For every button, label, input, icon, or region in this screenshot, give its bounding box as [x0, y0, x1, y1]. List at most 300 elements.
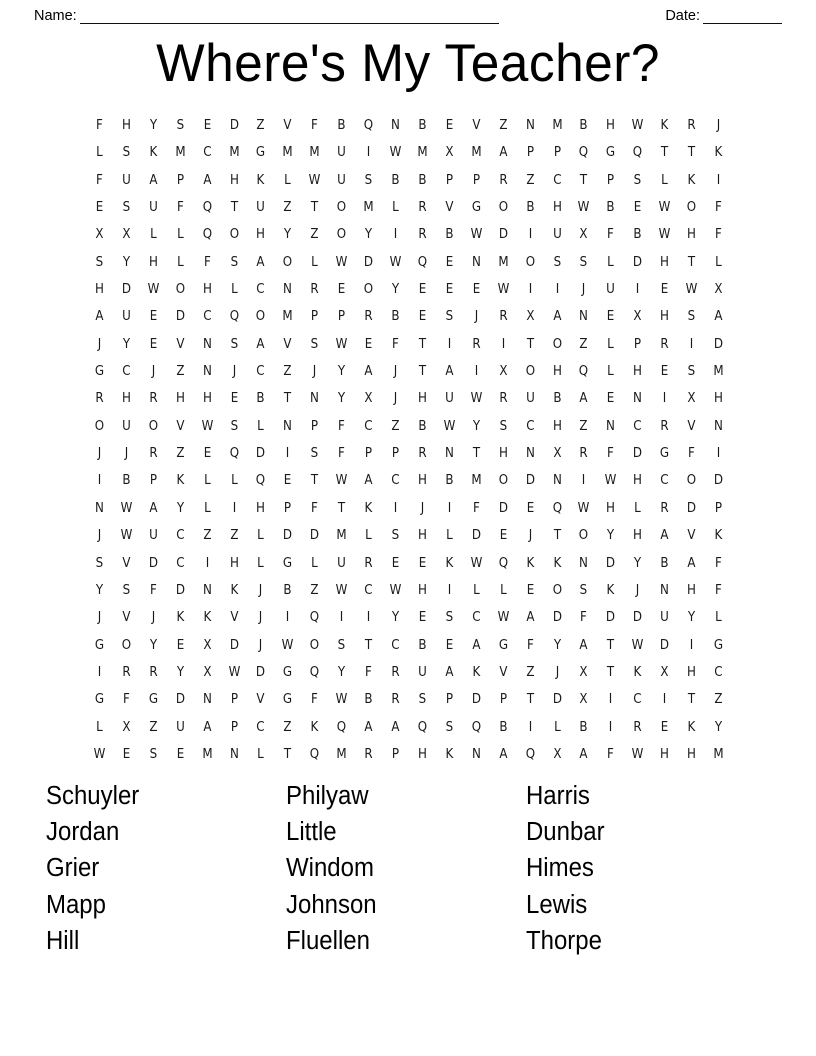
grid-cell: X — [499, 364, 508, 380]
grid-cell: M — [336, 746, 347, 762]
grid-cell: D — [148, 555, 158, 571]
grid-cell: F — [715, 555, 722, 571]
grid-cell: H — [417, 473, 427, 489]
grid-cell: S — [445, 719, 454, 735]
grid-cell: W — [335, 336, 348, 352]
grid-cell: J — [124, 446, 129, 462]
grid-cell: P — [526, 145, 534, 161]
grid-cell: J — [97, 610, 102, 626]
grid-cell: A — [472, 637, 481, 653]
grid-cell: S — [418, 692, 427, 708]
grid-cell: C — [552, 172, 562, 188]
grid-cell: Q — [579, 145, 589, 161]
grid-cell: E — [122, 746, 131, 762]
grid-cell: B — [445, 473, 454, 489]
grid-cell: O — [337, 200, 347, 216]
grid-cell: Z — [149, 719, 158, 735]
grid-cell: C — [364, 582, 373, 598]
grid-cell: O — [686, 200, 697, 216]
grid-cell: L — [176, 254, 184, 270]
grid-cell: Z — [283, 200, 292, 216]
grid-cell: S — [687, 309, 696, 325]
grid-cell: U — [337, 555, 347, 571]
grid-cell: P — [391, 446, 400, 462]
grid-cell: P — [338, 309, 346, 325]
grid-cell: B — [337, 118, 346, 133]
grid-cell: D — [713, 473, 724, 489]
grid-cell: S — [122, 145, 131, 161]
grid-cell: Z — [310, 227, 319, 243]
grid-cell: B — [499, 719, 508, 735]
grid-cell: U — [445, 391, 454, 407]
grid-cell: I — [447, 582, 452, 598]
grid-cell: O — [498, 473, 508, 489]
grid-cell: Z — [579, 418, 589, 434]
word-list-item: Jordan — [46, 818, 120, 847]
grid-cell: C — [364, 418, 373, 434]
grid-cell: I — [716, 446, 721, 462]
grid-cell: N — [202, 336, 212, 352]
grid-cell: K — [203, 610, 212, 626]
grid-cell: F — [96, 172, 103, 188]
grid-cell: J — [259, 610, 263, 626]
grid-cell: E — [230, 391, 238, 407]
grid-cell: Q — [471, 719, 481, 735]
grid-cell: S — [445, 309, 454, 325]
grid-cell: I — [474, 364, 479, 380]
grid-cell: S — [311, 446, 319, 462]
grid-cell: B — [364, 692, 373, 708]
grid-cell: O — [121, 637, 132, 653]
grid-cell: L — [284, 172, 292, 188]
grid-cell: W — [93, 746, 106, 762]
grid-cell: L — [715, 610, 722, 626]
grid-cell: A — [499, 746, 508, 762]
grid-cell: U — [148, 200, 158, 216]
grid-cell: B — [391, 172, 400, 188]
grid-cell: P — [445, 172, 453, 188]
grid-cell: R — [364, 746, 373, 762]
grid-cell: A — [714, 309, 723, 325]
grid-cell: W — [604, 473, 617, 489]
grid-cell: T — [526, 692, 534, 708]
grid-cell: M — [551, 118, 563, 133]
grid-cell: N — [95, 500, 104, 516]
grid-cell: L — [499, 582, 507, 598]
grid-cell: D — [229, 637, 239, 653]
grid-cell: V — [472, 118, 481, 133]
grid-cell: X — [364, 391, 373, 407]
grid-cell: K — [230, 582, 238, 598]
grid-cell: R — [499, 309, 508, 325]
grid-cell: A — [203, 719, 212, 735]
grid-cell: K — [176, 610, 185, 626]
grid-cell: A — [579, 746, 589, 762]
grid-cell: E — [203, 446, 211, 462]
grid-cell: F — [526, 637, 534, 653]
grid-cell: W — [201, 418, 213, 434]
grid-cell: N — [633, 391, 643, 407]
word-list-item: Windom — [286, 854, 374, 883]
grid-cell: V — [687, 418, 696, 434]
grid-cell: T — [553, 528, 561, 544]
grid-cell: Z — [203, 528, 212, 544]
grid-cell: T — [661, 145, 669, 161]
grid-cell: Q — [579, 364, 589, 380]
grid-cell: L — [96, 719, 103, 735]
grid-cell: G — [713, 637, 724, 653]
grid-cell: F — [688, 446, 696, 462]
grid-cell: Q — [256, 473, 266, 489]
grid-cell: I — [689, 336, 694, 352]
grid-cell: U — [256, 200, 266, 216]
grid-cell: S — [364, 172, 373, 188]
grid-cell: D — [713, 336, 724, 352]
grid-cell: U — [122, 172, 131, 188]
word-list-item: Dunbar — [526, 818, 605, 847]
grid-cell: K — [257, 172, 265, 188]
grid-cell: G — [148, 692, 158, 708]
grid-cell: D — [660, 637, 670, 653]
grid-cell: D — [552, 692, 562, 708]
grid-cell: S — [95, 555, 104, 571]
grid-cell: G — [256, 145, 266, 161]
grid-cell: B — [660, 555, 669, 571]
grid-cell: W — [281, 637, 294, 653]
grid-cell: I — [205, 555, 209, 571]
grid-cell: I — [528, 282, 532, 298]
word-list-item: Fluellen — [286, 926, 370, 955]
grid-cell: E — [526, 500, 534, 516]
grid-cell: L — [446, 528, 453, 544]
grid-cell: C — [714, 664, 723, 680]
grid-cell: L — [257, 746, 265, 762]
grid-cell: J — [555, 664, 559, 680]
grid-cell: B — [579, 118, 589, 133]
grid-cell: W — [497, 282, 510, 298]
grid-cell: R — [391, 664, 400, 680]
grid-cell: P — [284, 500, 292, 516]
grid-cell: F — [715, 227, 722, 243]
date-write-line[interactable] — [703, 12, 782, 24]
grid-cell: O — [94, 418, 105, 434]
grid-cell: A — [445, 664, 454, 680]
grid-cell: L — [203, 473, 211, 489]
grid-cell: S — [230, 418, 238, 434]
date-field — [665, 8, 782, 24]
page-title: Where's My Teacher? — [156, 34, 660, 93]
grid-cell: Z — [526, 172, 535, 188]
grid-cell: Q — [633, 145, 643, 161]
grid-cell: H — [229, 555, 239, 571]
date-label: Date: — [665, 8, 700, 24]
grid-cell: H — [417, 582, 427, 598]
grid-cell: M — [282, 309, 293, 325]
grid-cell: B — [579, 719, 589, 735]
grid-cell: L — [553, 719, 561, 735]
grid-cell: A — [579, 391, 589, 407]
grid-cell: I — [447, 500, 452, 516]
grid-cell: G — [283, 664, 293, 680]
grid-cell: I — [689, 637, 694, 653]
grid-cell: O — [148, 418, 158, 434]
grid-cell: N — [229, 746, 239, 762]
grid-cell: V — [176, 418, 185, 434]
grid-cell: C — [256, 719, 266, 735]
grid-cell: I — [555, 282, 559, 298]
grid-cell: X — [714, 282, 723, 298]
grid-cell: I — [582, 473, 586, 489]
grid-cell: A — [445, 364, 454, 380]
grid-cell: U — [175, 719, 185, 735]
grid-cell: H — [687, 664, 697, 680]
grid-cell: J — [528, 528, 532, 544]
grid-cell: W — [631, 118, 644, 133]
grid-cell: H — [417, 391, 427, 407]
grid-cell: R — [122, 664, 131, 680]
grid-cell: I — [609, 719, 613, 735]
grid-cell: F — [311, 500, 319, 516]
grid-cell: S — [176, 118, 184, 133]
grid-cell: R — [660, 418, 669, 434]
grid-cell: D — [471, 692, 481, 708]
grid-cell: H — [417, 528, 427, 544]
grid-cell: T — [687, 692, 696, 708]
grid-cell: E — [634, 200, 642, 216]
word-search-grid — [86, 112, 732, 768]
grid-cell: S — [149, 746, 158, 762]
grid-cell: L — [96, 145, 103, 161]
grid-cell: P — [311, 309, 319, 325]
grid-cell: Y — [607, 528, 615, 544]
grid-cell: H — [687, 582, 697, 598]
grid-cell: N — [579, 309, 589, 325]
grid-cell: H — [175, 391, 185, 407]
grid-cell: I — [528, 719, 532, 735]
grid-cell: U — [148, 528, 158, 544]
grid-cell: A — [256, 254, 266, 270]
grid-cell: N — [579, 555, 589, 571]
grid-cell: N — [552, 473, 562, 489]
grid-cell: A — [149, 500, 158, 516]
grid-cell: Y — [176, 664, 184, 680]
grid-cell: J — [151, 610, 156, 626]
grid-cell: B — [418, 118, 427, 133]
grid-cell: X — [122, 719, 131, 735]
grid-cell: R — [660, 500, 669, 516]
grid-cell: F — [715, 582, 722, 598]
grid-cell: D — [633, 254, 643, 270]
grid-cell: E — [391, 555, 400, 571]
grid-cell: Q — [498, 555, 508, 571]
grid-cell: L — [661, 172, 669, 188]
grid-cell: W — [308, 172, 321, 188]
grid-cell: V — [499, 664, 508, 680]
grid-cell: L — [230, 282, 238, 298]
grid-cell: S — [580, 582, 588, 598]
grid-cell: M — [309, 145, 320, 161]
grid-cell: E — [660, 282, 669, 298]
grid-cell: H — [202, 391, 212, 407]
grid-cell: W — [228, 664, 240, 680]
grid-cell: E — [418, 309, 427, 325]
grid-cell: J — [582, 282, 586, 298]
word-list-item: Grier — [46, 854, 100, 883]
grid-cell: W — [335, 582, 348, 598]
grid-cell: P — [607, 172, 615, 188]
grid-cell: C — [176, 528, 185, 544]
grid-cell: V — [283, 336, 292, 352]
grid-cell: Z — [391, 418, 400, 434]
grid-cell: W — [470, 391, 483, 407]
grid-cell: G — [283, 692, 293, 708]
grid-cell: J — [474, 309, 479, 325]
grid-cell: W — [120, 528, 133, 544]
grid-cell: Z — [310, 582, 319, 598]
grid-cell: X — [203, 637, 212, 653]
grid-cell: R — [687, 118, 696, 133]
grid-cell: C — [472, 610, 481, 626]
grid-cell: I — [393, 227, 398, 243]
grid-cell: J — [420, 500, 425, 516]
grid-cell: K — [633, 664, 642, 680]
grid-cell: T — [284, 391, 292, 407]
grid-cell: Z — [579, 336, 589, 352]
grid-cell: C — [391, 637, 400, 653]
grid-cell: I — [339, 610, 344, 626]
grid-cell: S — [95, 254, 104, 270]
grid-cell: U — [660, 610, 670, 626]
grid-cell: Q — [310, 664, 320, 680]
grid-cell: K — [445, 555, 454, 571]
grid-cell: B — [418, 418, 427, 434]
grid-cell: Y — [122, 254, 130, 270]
grid-cell: H — [121, 118, 131, 133]
grid-cell: S — [580, 254, 588, 270]
grid-cell: D — [310, 528, 320, 544]
grid-cell: J — [393, 391, 398, 407]
grid-cell: R — [472, 336, 481, 352]
grid-cell: E — [526, 582, 534, 598]
grid-cell: T — [230, 200, 238, 216]
grid-cell: H — [148, 254, 158, 270]
grid-cell: A — [499, 145, 508, 161]
grid-cell: X — [660, 664, 669, 680]
grid-cell: Y — [149, 637, 157, 653]
grid-cell: Y — [338, 364, 346, 380]
grid-cell: K — [364, 500, 373, 516]
grid-cell: I — [97, 664, 102, 680]
grid-cell: R — [364, 555, 373, 571]
grid-cell: A — [687, 555, 696, 571]
grid-cell: Q — [310, 746, 320, 762]
grid-cell: L — [607, 336, 615, 352]
grid-cell: I — [286, 446, 290, 462]
grid-cell: I — [636, 282, 640, 298]
grid-cell: M — [201, 746, 213, 762]
grid-cell: N — [714, 418, 723, 434]
grid-cell: W — [578, 500, 590, 516]
grid-cell: N — [283, 418, 293, 434]
grid-cell: C — [202, 309, 212, 325]
grid-cell: W — [497, 610, 510, 626]
grid-cell: J — [716, 118, 721, 133]
grid-cell: F — [149, 582, 157, 598]
grid-cell: Q — [417, 719, 428, 735]
grid-cell: R — [418, 446, 427, 462]
grid-cell: K — [714, 528, 723, 544]
grid-cell: T — [364, 637, 373, 653]
grid-cell: W — [147, 282, 160, 298]
grid-cell: H — [660, 254, 670, 270]
grid-cell: O — [552, 336, 562, 352]
grid-cell: U — [122, 418, 131, 434]
grid-cell: B — [552, 391, 562, 407]
grid-cell: I — [393, 500, 398, 516]
grid-cell: D — [552, 610, 562, 626]
grid-cell: F — [203, 254, 211, 270]
grid-cell: X — [579, 227, 589, 243]
grid-cell: C — [525, 418, 535, 434]
grid-cell: F — [122, 692, 130, 708]
grid-cell: Y — [687, 610, 696, 626]
grid-cell: G — [94, 364, 105, 380]
grid-cell: W — [120, 500, 133, 516]
grid-cell: R — [95, 391, 104, 407]
grid-cell: D — [525, 473, 535, 489]
word-list-column — [526, 778, 766, 959]
grid-cell: T — [418, 364, 427, 380]
grid-cell: E — [418, 282, 427, 298]
grid-cell: K — [472, 664, 481, 680]
grid-cell: N — [525, 118, 535, 133]
name-write-line[interactable] — [80, 12, 499, 24]
grid-cell: A — [660, 528, 669, 544]
grid-cell: S — [230, 254, 238, 270]
grid-cell: R — [149, 391, 158, 407]
grid-cell: I — [662, 391, 667, 407]
grid-cell: Q — [337, 719, 347, 735]
grid-cell: L — [365, 528, 372, 544]
grid-cell: W — [470, 227, 483, 243]
grid-cell: Y — [338, 391, 346, 407]
grid-cell: K — [445, 746, 454, 762]
word-list-item: Philyaw — [286, 782, 369, 810]
grid-cell: Z — [229, 528, 239, 544]
grid-cell: X — [95, 227, 104, 243]
grid-cell: H — [660, 309, 670, 325]
grid-cell: I — [662, 692, 667, 708]
grid-cell: J — [313, 364, 317, 380]
grid-cell: E — [445, 282, 454, 298]
grid-cell: M — [363, 200, 374, 216]
grid-cell: H — [256, 227, 266, 243]
grid-cell: W — [631, 746, 644, 762]
grid-cell: T — [607, 664, 615, 680]
grid-cell: P — [311, 418, 319, 434]
grid-cell: O — [310, 637, 320, 653]
grid-cell: L — [607, 254, 615, 270]
grid-cell: U — [122, 309, 131, 325]
grid-cell: N — [283, 282, 293, 298]
grid-cell: E — [203, 118, 211, 133]
grid-cell: D — [606, 555, 616, 571]
grid-cell: R — [499, 172, 508, 188]
grid-cell: W — [658, 200, 671, 216]
grid-cell: Y — [338, 664, 346, 680]
grid-cell: H — [94, 282, 104, 298]
grid-cell: J — [97, 528, 102, 544]
